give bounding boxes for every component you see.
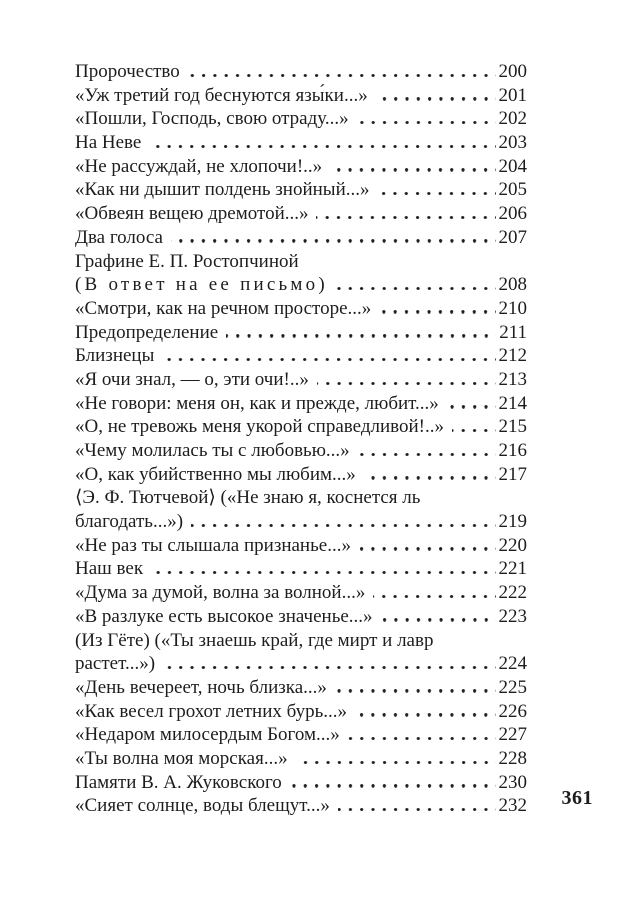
entry-page-number: 201 (498, 84, 527, 106)
entry-title: «Не рассуждай, не хлопочи!..» (75, 155, 323, 177)
entry-title-continued: Графине Е. П. Ростопчиной (75, 250, 299, 272)
toc-entry (75, 392, 527, 416)
entry-page-number: 216 (498, 440, 527, 461)
entry-title-continued: (Из Гёте) («Ты знаешь край, где мирт и лавр (75, 629, 434, 651)
dot-leader (357, 121, 496, 124)
toc-entry (75, 652, 527, 676)
dot-leader (359, 547, 496, 550)
entry-title: Наш век (75, 558, 144, 580)
toc-entry (75, 131, 527, 155)
toc-entry-line1 (75, 250, 527, 274)
entry-title: «Не раз ты слышала признанье...» (75, 534, 351, 556)
entry-title: «Не говори: меня он, как и прежде, любит...» (75, 392, 439, 414)
toc-entry (75, 534, 527, 558)
entry-page-number: 219 (498, 511, 527, 533)
toc-entry (75, 581, 527, 605)
entry-page-number: 211 (499, 321, 527, 343)
entry-title: На Неве (75, 132, 142, 154)
entry-title: «Чему молилась ты с любовью...» (75, 440, 350, 461)
toc-entry (75, 439, 527, 463)
entry-title: Близнецы (75, 345, 155, 367)
toc-entry (75, 415, 527, 439)
dot-leader (171, 239, 496, 242)
entry-page-number: 210 (498, 297, 527, 319)
dot-leader (191, 524, 495, 527)
toc-entry (75, 297, 527, 321)
dot-leader (379, 310, 495, 313)
entry-title-continued: ⟨Э. Ф. Тютчевой⟩ («Не знаю я, коснется ль (75, 487, 421, 509)
dot-leader (364, 476, 496, 479)
entry-page-number: 226 (498, 700, 527, 722)
entry-page-number: 204 (498, 155, 527, 177)
entry-page-number: 217 (498, 463, 527, 485)
entry-title: «Смотри, как на речном просторе...» (75, 297, 372, 319)
entry-page-number: 228 (498, 747, 527, 769)
toc-entry (75, 794, 527, 818)
toc-entry (75, 771, 527, 795)
entry-page-number: 214 (498, 392, 527, 414)
entry-title: Предопределение (75, 321, 219, 343)
dot-leader (226, 334, 496, 337)
entry-page-number: 206 (498, 203, 527, 225)
toc-entry (75, 155, 527, 179)
dot-leader (377, 192, 495, 195)
dot-leader (296, 761, 496, 764)
toc-list (75, 60, 527, 818)
entry-page-number: 232 (498, 795, 527, 817)
toc-entry (75, 84, 527, 108)
toc-entry (75, 226, 527, 250)
dot-leader (358, 453, 496, 456)
dot-leader (163, 666, 495, 669)
dot-leader (336, 287, 496, 290)
entry-page-number: 215 (498, 416, 527, 438)
entry-title: растет...») (75, 653, 156, 675)
toc-entry (75, 60, 527, 84)
entry-title: Памяти В. А. Жуковского (75, 771, 282, 793)
toc-entry (75, 321, 527, 345)
entry-page-number: 213 (498, 368, 527, 390)
entry-page-number: 205 (498, 179, 527, 201)
entry-page-number: 207 (498, 226, 527, 248)
dot-leader (447, 405, 496, 408)
entry-page-number: 221 (498, 558, 527, 580)
dot-leader (316, 216, 495, 219)
entry-title: «Дума за думой, волна за волной...» (75, 582, 366, 604)
entry-title: «День вечереет, ночь близка...» (75, 676, 327, 698)
entry-title: «Ты волна моя морская...» (75, 747, 288, 769)
entry-title: «О, не тревожь меня укорой справедливой!..» (75, 416, 444, 438)
entry-page-number: 223 (498, 605, 527, 627)
toc-entry-line1 (75, 629, 527, 653)
dot-leader (452, 429, 496, 432)
dot-leader (373, 595, 495, 598)
entry-title: «В разлуке есть высокое значенье...» (75, 605, 373, 627)
toc-entry (75, 202, 527, 226)
entry-title: «Я очи знал, — о, эти очи!..» (75, 368, 309, 390)
toc-entry (75, 510, 527, 534)
dot-leader (335, 689, 496, 692)
entry-title: «Пошли, Господь, свою отраду...» (75, 108, 349, 130)
dot-leader (355, 713, 496, 716)
toc-entry (75, 723, 527, 747)
toc-entry (75, 747, 527, 771)
toc-entry (75, 676, 527, 700)
entry-page-number: 202 (498, 108, 527, 130)
dot-leader (348, 737, 496, 740)
toc-entry (75, 344, 527, 368)
dot-leader (162, 358, 495, 361)
dot-leader (376, 97, 496, 100)
toc-entry (75, 178, 527, 202)
dot-leader (151, 571, 495, 574)
entry-title: благодать...») (75, 511, 184, 533)
entry-title: «Как весел грохот летних бурь...» (75, 700, 347, 722)
entry-page-number: 220 (498, 534, 527, 556)
entry-page-number: 224 (498, 653, 527, 675)
dot-leader (381, 618, 496, 621)
entry-page-number: 212 (498, 345, 527, 367)
toc-entry (75, 605, 527, 629)
entry-page-number: 225 (498, 676, 527, 698)
entry-page-number: 222 (498, 582, 527, 604)
dot-leader (188, 74, 496, 77)
toc-entry (75, 700, 527, 724)
entry-page-number: 203 (498, 132, 527, 154)
dot-leader (330, 168, 495, 171)
toc-entry (75, 273, 527, 297)
entry-page-number: 230 (498, 771, 527, 793)
entry-title: «О, как убийственно мы любим...» (75, 463, 356, 485)
entry-title: «Обвеян вещею дремотой...» (75, 203, 309, 225)
entry-page-number: 227 (498, 724, 527, 746)
entry-title: Пророчество (75, 61, 180, 82)
entry-title: «Уж третий год беснуются язы́ки...» (75, 84, 368, 106)
toc-entry (75, 107, 527, 131)
entry-page-number: 200 (498, 61, 527, 82)
dot-leader (149, 145, 495, 148)
folio-page-number: 361 (561, 787, 593, 809)
toc-entry-line1 (75, 486, 527, 510)
toc-entry (75, 463, 527, 487)
entry-title: Два голоса (75, 226, 163, 248)
toc-entry (75, 368, 527, 392)
dot-leader (317, 382, 496, 385)
entry-page-number: 208 (498, 274, 527, 296)
entry-title: «Недаром милосердым Богом...» (75, 724, 340, 746)
entry-title: «Как ни дышит полдень знойный...» (75, 179, 370, 201)
entry-title: (В ответ на ее письмо) (75, 274, 328, 296)
entry-title: «Сияет солнце, воды блещут...» (75, 795, 330, 817)
dot-leader (338, 808, 496, 811)
dot-leader (290, 784, 496, 787)
toc-entry (75, 557, 527, 581)
